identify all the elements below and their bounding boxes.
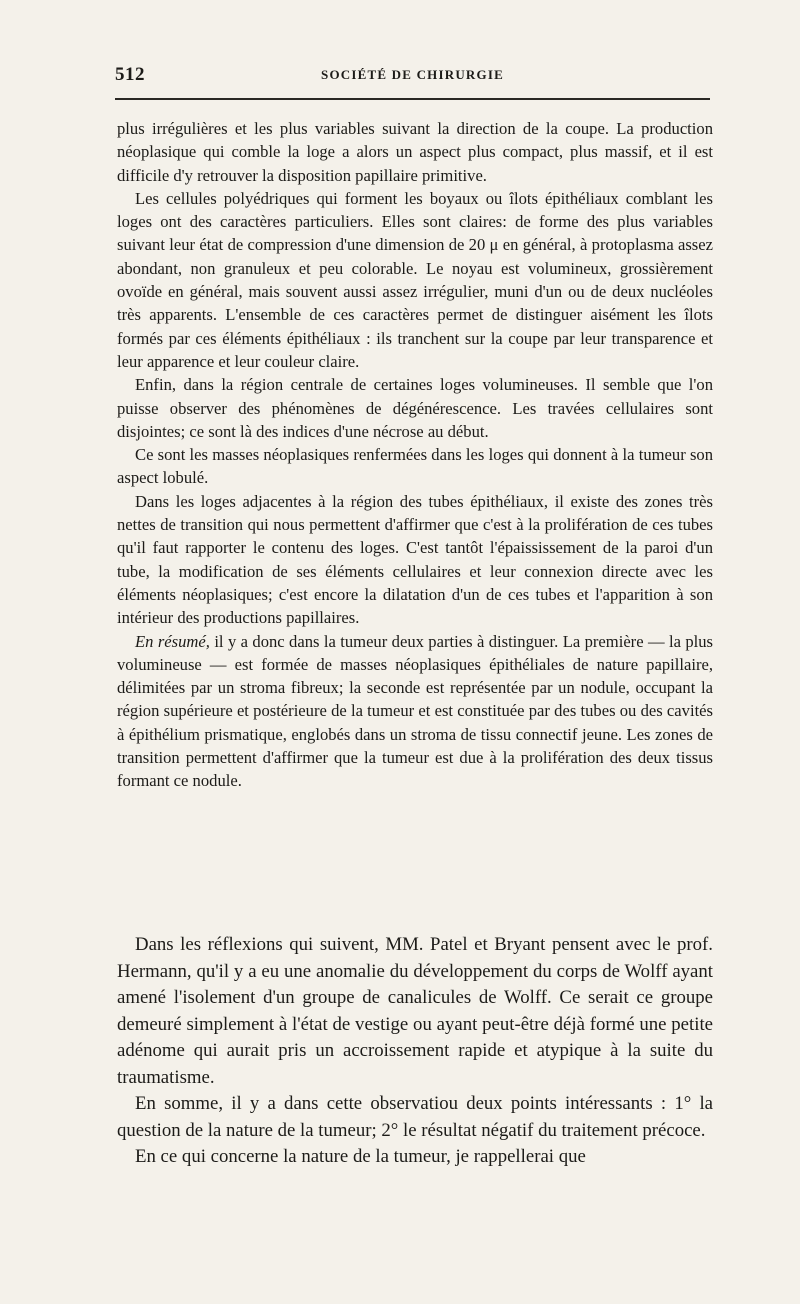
summary-lead: En résumé, <box>135 631 210 651</box>
paragraph: plus irrégulières et les plus variables suivant la direction de la coupe. La production néoplasique qui comble la loge a alors un aspect plus compact, plus massif, et il est difficile d'y retrouver la disposition papillaire primitive. <box>117 119 713 185</box>
body-text-large <box>117 932 713 1171</box>
paragraph: Dans les loges adjacentes à la région des tubes épithéliaux, il existe des zones très nettes de transition qui nous permettent d'affirmer que c'est à la prolifération de ces tubes qu'il faut rapporter le contenu des loges. C'est tantôt l'épaississement de la paroi d'un tube, la modification de ses éléments cellulaires et leur connexion directe avec les éléments néoplasiques; c'est encore la dilatation d'un de ces tubes et l'apparition à son intérieur des productions papillaires. <box>117 491 713 628</box>
running-title: SOCIÉTÉ DE CHIRURGIE <box>321 67 504 82</box>
paragraph: Enfin, dans la région centrale de certaines loges volumineuses. Il semble que l'on puisse observer des phénomènes de dégénérescence. Les travées cellulaires sont disjointes; ce sont là des indices d'une nécrose au début. <box>117 375 713 441</box>
paragraph: Dans les réflexions qui suivent, MM. Patel et Bryant pensent avec le prof. Hermann, qu'il y a eu une anomalie du développement du corps de Wolff ayant amené l'isolement d'un groupe de canalicules de Wolff. Ce serait ce groupe demeuré simplement à l'état de vestige ou ayant peut-être déjà formé une petite adénome qui aurait pris un accroissement rapide et atypique à la suite du traumatisme. <box>117 934 713 1088</box>
paragraph-summary <box>117 630 713 793</box>
body-text-small <box>117 117 713 793</box>
page-header <box>115 64 710 88</box>
summary-text: il y a donc dans la tumeur deux parties à distinguer. La première — la plus volumineuse — est formée de masses néoplasiques épithéliales de nature papillaire, délimitées par un stroma fibreux; la seconde est représentée par un nodule, occupant la région supérieure et postérieure de la tumeur et est constituée par des tubes ou des cavités à épithélium prismatique, englobés dans un stroma de tissu connectif jeune. Les zones de transition permettent d'affirmer que la tumeur est due à la prolifération des deux tissus formant ce nodule. <box>117 631 714 791</box>
header-rule <box>115 98 710 100</box>
paragraph: En somme, il y a dans cette observatiou deux points intéressants : 1° la question de la nature de la tumeur; 2° le résultat négatif du traitement précoce. <box>117 1093 713 1141</box>
paragraph: Les cellules polyédriques qui forment les boyaux ou îlots épithéliaux comblant les loges ont des caractères particuliers. Elles sont claires: de forme des plus variables suivant leur état de compression d'une dimension de 20 μ en général, à protoplasma assez abondant, non granuleux et peu colorable. Le noyau est volumineux, grossièrement ovoïde en général, mais souvent aussi assez irrégulier, muni d'un ou de deux nucléoles très apparents. L'ensemble de ces caractères permet de distinguer aisément les îlots formés par ces éléments épithéliaux : ils tranchent sur la coupe par leur transparence et leur apparence et leur couleur claire. <box>117 188 713 371</box>
paragraph: Ce sont les masses néoplasiques renfermées dans les loges qui donnent à la tumeur son aspect lobulé. <box>117 445 713 488</box>
paragraph: En ce qui concerne la nature de la tumeur, je rappellerai que <box>135 1146 586 1167</box>
page-number: 512 <box>115 64 145 85</box>
